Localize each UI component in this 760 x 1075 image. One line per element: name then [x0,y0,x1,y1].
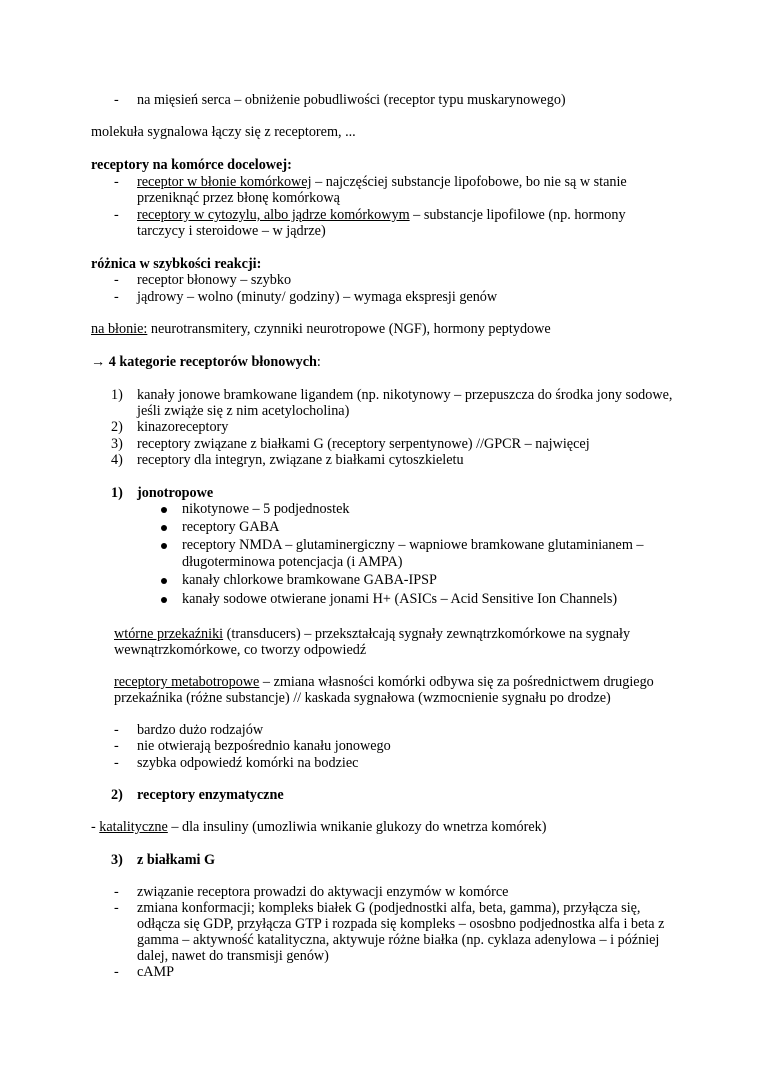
arrow-heading [91,354,321,371]
dash-marker: - [114,722,119,738]
dash-marker: - [114,884,119,900]
text-line: przekaźnika (różne substancje) // kaskada sygnałowa (wzmocnienie sygnału po drodze) [114,690,611,706]
text-line: tarczycy i steroidowe – w jądrze) [137,223,326,239]
list-item: receptory związane z białkami G (receptory serpentynowe) //GPCR – najwięcej [137,436,590,452]
heading-number: 3) [111,852,123,868]
bullet-item: kanały chlorkowe bramkowane GABA-IPSP [182,572,437,588]
underlined-term: receptor w błonie komórkowej [137,174,312,190]
bullet-item: receptory GABA [182,519,280,535]
bullet-dot-icon [161,597,167,603]
text-fragment: – dla insuliny (umozliwia wnikanie glukozy do wnetrza komórek) [167,819,547,835]
text-line: jeśli zwiąże się z nim acetylocholina) [137,403,350,419]
text-line [91,819,546,836]
list-number: 2) [111,419,123,435]
section-heading: różnica w szybkości reakcji: [91,256,262,272]
underlined-term: katalityczne [99,819,168,835]
dash-marker: - [114,272,119,288]
text-line: szybka odpowiedź komórki na bodziec [137,755,359,771]
text-line: receptor błonowy – szybko [137,272,292,288]
text-line [114,674,654,691]
dash-marker: - [114,289,119,305]
text-fragment: (transducers) – przekształcają sygnały zewnątrzkomórkowe na sygnały [223,626,631,642]
text-line: długoterminowa potencjacja (i AMPA) [182,554,403,570]
text-line [91,321,551,338]
dash-marker: - [114,207,119,223]
text-line: molekuła sygnalowa łączy się z receptorem, ... [91,124,356,140]
underlined-term: wtórne przekaźniki [114,626,224,642]
list-number: 3) [111,436,123,452]
text-line: bardzo dużo rodzajów [137,722,264,738]
text-line: cAMP [137,964,175,980]
text-line: odłącza się GDP, przyłącza GTP i rozpada się kompleks – ososbno podjednostka alfa i beta z [137,916,665,932]
text-line: gamma – aktywność katalityczna, aktywuje różne białka (np. cyklaza adenylowa – i później [137,932,660,948]
underlined-term: receptory metabotropowe [114,674,260,690]
bullet-item: nikotynowe – 5 podjednostek [182,501,350,517]
text-line: nie otwierają bezpośrednio kanału jonowego [137,738,391,754]
subsection-heading: z białkami G [137,852,216,868]
heading-text: 4 kategorie receptorów błonowych [108,354,317,370]
subsection-heading: jonotropowe [137,485,214,501]
text-fragment: : [316,354,321,370]
underlined-term: na błonie: [91,321,148,337]
list-number: 4) [111,452,123,468]
bullet-dot-icon [161,507,167,513]
subsection-heading: receptory enzymatyczne [137,787,284,803]
list-item: kanały jonowe bramkowane ligandem (np. nikotynowy – przepuszcza do środka jony sodowe, [137,387,673,403]
heading-number: 2) [111,787,123,803]
text-line [137,174,627,191]
text-line: związanie receptora prowadzi do aktywacji enzymów w komórce [137,884,509,900]
dash-marker: - [114,174,119,190]
text-fragment: neurotransmitery, czynniki neurotropowe (NGF), hormony peptydowe [147,321,551,337]
text-line: jądrowy – wolno (minuty/ godziny) – wymaga ekspresji genów [137,289,498,305]
bullet-item: receptory NMDA – glutaminergiczny – wapniowe bramkowane glutaminianem – [182,537,644,553]
dash-marker: - [114,738,119,754]
dash-marker: - [114,92,119,108]
dash-marker: - [114,964,119,980]
text-fragment: – zmiana własności komórki odbywa się za pośrednictwem drugiego [259,674,654,690]
dash-marker: - [114,900,119,916]
text-line: przeniknąć przez błonę komórkową [137,190,340,206]
list-item: kinazoreceptory [137,419,229,435]
text-fragment: – najczęściej substancje lipofobowe, bo nie są w stanie [311,174,627,190]
bullet-item: kanały sodowe otwierane jonami H+ (ASICs – Acid Sensitive Ion Channels) [182,591,618,607]
text-line [137,207,626,224]
text-line: na mięsień serca – obniżenie pobudliwości (receptor typu muskarynowego) [137,92,566,108]
heading-number: 1) [111,485,123,501]
underlined-term: receptory w cytozylu, albo jądrze komórkowym [137,207,410,223]
bullet-dot-icon [161,578,167,584]
arrow-right-icon: → [91,354,106,370]
list-item: receptory dla integryn, związane z białkami cytoszkieletu [137,452,464,468]
text-line: wewnątrzkomórkowe, co tworzy odpowiedź [114,642,367,658]
text-line: zmiana konformacji; kompleks białek G (podjednostki alfa, beta, gamma), przyłącza się, [137,900,641,916]
list-number: 1) [111,387,123,403]
text-line [114,626,630,643]
bullet-dot-icon [161,543,167,549]
bullet-dot-icon [161,525,167,531]
section-heading: receptory na komórce docelowej: [91,157,292,173]
text-fragment: – substancje lipofilowe (np. hormony [409,207,626,223]
dash-marker: - [114,755,119,771]
dash-marker: - [91,819,100,835]
text-line: dalej, nawet do transmisji genów) [137,948,329,964]
